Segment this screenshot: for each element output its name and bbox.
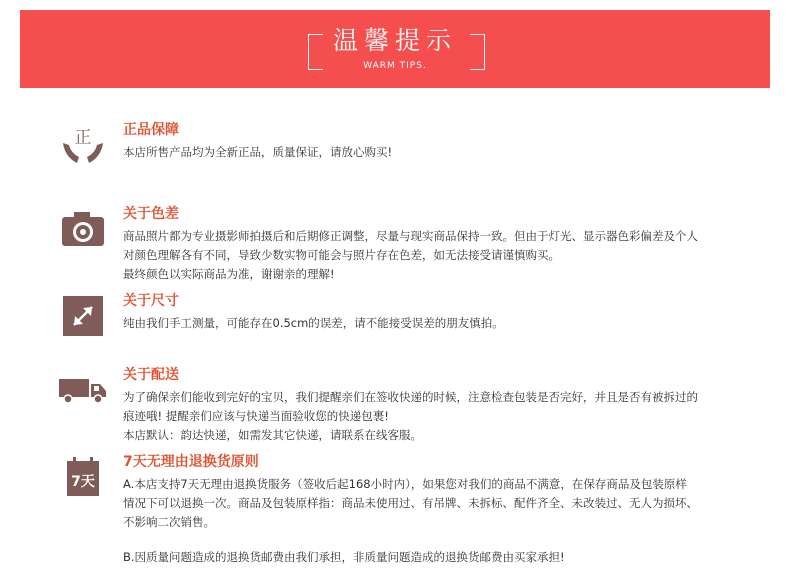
returns-shipping-note: B.因质量问题造成的退换货邮费由我们承担，非质量问题造成的退换货邮费由买家承担! — [123, 550, 565, 564]
section-color — [58, 205, 758, 285]
section-heading: 关于色差 — [123, 206, 179, 222]
body-line: 纯由我们手工测量，可能存在0.5cm的误差，请不能接受误差的朋友慎拍。 — [123, 316, 504, 330]
body-line: 本店所售产品均为全新正品，质量保证，请放心购买! — [123, 145, 393, 159]
body-line: 商品照片都为专业摄影师拍摄后和后期修正调整，尽量与现实商品保持一致。但由于灯光、显示器色彩偏差及个人 — [123, 229, 698, 243]
body-line: 对颜色理解各有不同，导致少数实物可能会与照片存在色差，如无法接受请谨慎购买。 — [123, 248, 560, 262]
banner-title: 温馨提示 — [332, 26, 457, 55]
truck-icon — [58, 366, 108, 414]
section-body — [123, 388, 753, 445]
hands-genuine-icon — [58, 121, 108, 169]
camera-icon — [58, 205, 108, 253]
section-heading: 正品保障 — [123, 122, 179, 138]
section-heading: 关于尺寸 — [123, 293, 179, 309]
section-size — [58, 292, 758, 342]
section-body — [123, 227, 753, 284]
section-body — [123, 314, 753, 333]
warm-tips-banner — [20, 10, 770, 88]
section-body — [123, 475, 753, 532]
section-delivery — [58, 366, 758, 446]
body-line: A.本店支持7天无理由退换货服务（签收后起168小时内），如果您对我们的商品不满意，在保存商品及包装原样 — [123, 477, 687, 491]
body-line: 痕迹哦! 提醒亲们应该与快递当面验收您的快递包裹! — [123, 409, 389, 423]
banner-subtitle: WARM TIPS. — [363, 61, 427, 71]
section-heading: 关于配送 — [123, 367, 179, 383]
section-genuine — [58, 121, 758, 181]
body-line: 本店默认：韵达快递，如需发其它快递，请联系在线客服。 — [123, 428, 422, 442]
calendar-icon-text: 7天 — [71, 474, 95, 490]
body-line: 情况下可以退换一次。商品及包装原样指：商品未使用过、有吊牌、未拆标、配件齐全、未改装过、无人为损坏、 — [123, 496, 698, 510]
resize-arrow-icon — [58, 292, 108, 340]
section-returns — [58, 453, 758, 543]
body-line: 为了确保亲们能收到完好的宝贝，我们提醒亲们在签收快递的时候，注意检查包装是否完好，并且是否有被拆过的 — [123, 390, 698, 404]
body-line: 最终颜色以实际商品为准，谢谢亲的理解! — [123, 267, 335, 281]
section-heading: 7天无理由退换货原则 — [123, 454, 259, 470]
calendar-7-days-icon — [58, 453, 108, 501]
body-line: 不影响二次销售。 — [123, 515, 215, 529]
genuine-icon-char: 正 — [74, 128, 92, 148]
section-body — [123, 143, 753, 162]
